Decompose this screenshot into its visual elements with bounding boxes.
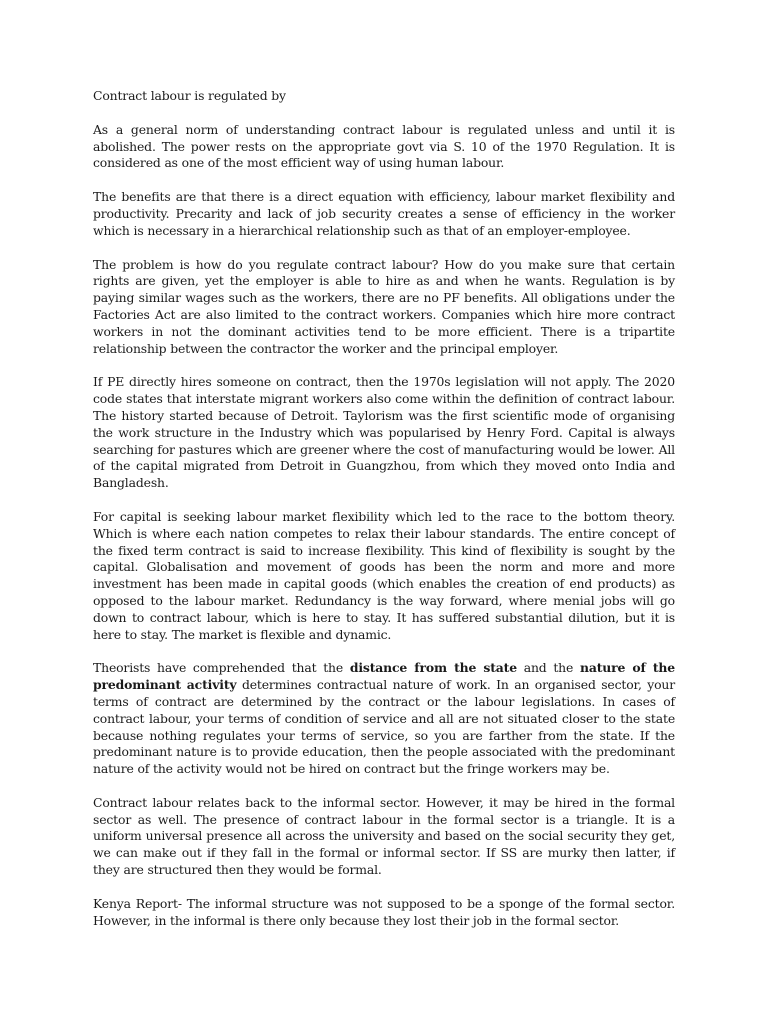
paragraph-1: As a general norm of understanding contract labour is regulated unless and until it is abolished. The power rests on the appropriate govt via S. 10 of the 1970 Regulation. It is considered as one of the most efficient way of using human labour. <box>93 121 675 171</box>
paragraph-6-part-1: Theorists have comprehended that the <box>93 660 350 676</box>
paragraph-8: Kenya Report- The informal structure was not supposed to be a sponge of the formal sector. However, in the informal is there only because they lost their job in the formal sector. <box>93 895 675 928</box>
paragraph-6-part-2: and the <box>516 660 580 676</box>
paragraph-6-bold-1: distance from the state <box>349 660 517 676</box>
document-body <box>93 88 675 947</box>
paragraph-3: The problem is how do you regulate contract labour? How do you make sure that certain rights are given, yet the employer is able to hire as and when he wants. Regulation is by paying similar wages such as the workers, there are no PF benefits. All obligations under the Factories Act are also limited to the contract workers. Companies which hire more contract workers in not the dominant activities tend to be more efficient. There is a tripartite relationship between the contractor the worker and the principal employer. <box>93 256 675 356</box>
paragraph-6 <box>93 660 675 778</box>
paragraph-6-bold-2: nature of the predominant activity <box>93 660 675 693</box>
paragraph-6-part-3: determines contractual nature of work. In an organised sector, your terms of contract are determined by the contract or the labour legislations. In cases of contract labour, your terms of condition of service and all are not situated closer to the state because nothing regulates your terms of service, so you are farther from the state. If the predominant nature is to provide education, then the people associated with the predominant nature of the activity would not be hired on contract but the fringe workers may be. <box>93 677 675 777</box>
paragraph-4: If PE directly hires someone on contract, then the 1970s legislation will not apply. The 2020 code states that interstate migrant workers also come within the definition of contract labour. The history started because of Detroit. Taylorism was the first scientific mode of organising the work structure in the Industry which was popularised by Henry Ford. Capital is always searching for pastures which are greener where the cost of manufacturing would be lower. All of the capital migrated from Detroit in Guangzhou, from which they moved onto India and Bangladesh. <box>93 374 675 491</box>
paragraph-2: The benefits are that there is a direct equation with efficiency, labour market flexibility and productivity. Precarity and lack of job security creates a sense of efficiency in the worker which is necessary in a hierarchical relationship such as that of an employer-employee. <box>93 189 675 238</box>
paragraph-5: For capital is seeking labour market flexibility which led to the race to the bottom theory. Which is where each nation competes to relax their labour standards. The entire concept of the fixed term contract is said to increase flexibility. This kind of flexibility is sought by the capital. Globalisation and movement of goods has been the norm and more and more investment has been made in capital goods (which enables the creation of end products) as opposed to the labour market. Redundancy is the way forward, where menial jobs will go down to contract labour, which is here to stay. It has suffered substantial dilution, but it is here to stay. The market is flexible and dynamic. <box>93 508 675 642</box>
paragraph-7: Contract labour relates back to the informal sector. However, it may be hired in the formal sector as well. The presence of contract labour in the formal sector is a triangle. It is a uniform universal presence all across the university and based on the social security they get, we can make out if they fall in the formal or informal sector. If SS are murky then latter, if they are structured then they would be formal. <box>93 794 675 878</box>
document-title: Contract labour is regulated by <box>93 88 286 103</box>
